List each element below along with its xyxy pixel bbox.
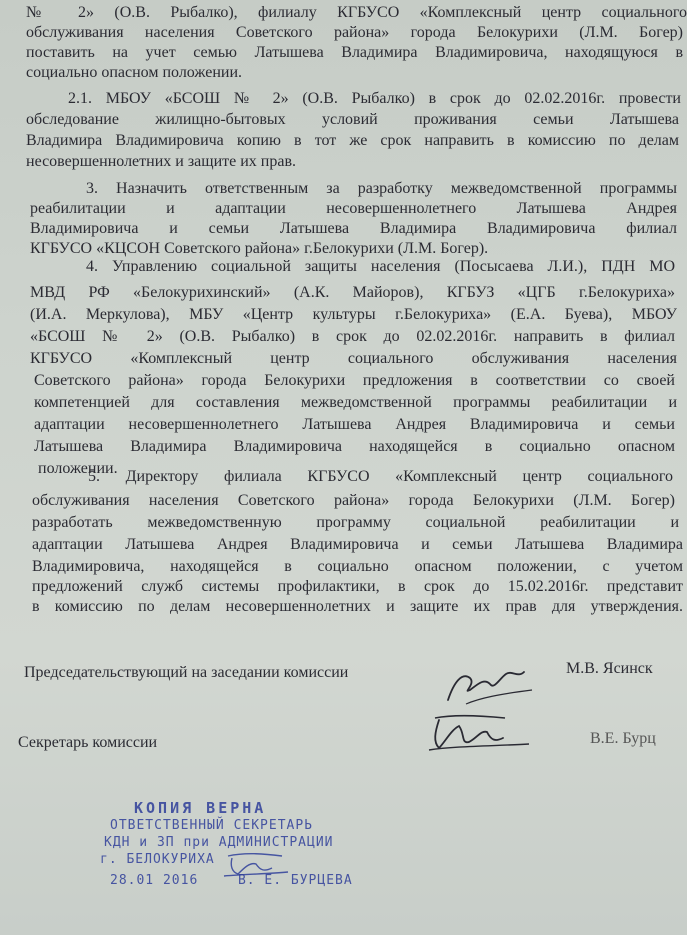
text-line: Владимировича и семьи Латышева Владимира Владимировича филиал <box>30 220 677 237</box>
text-line: поставить на учет семью Латышева Владимира Владимировича, находящуюся в <box>26 44 683 61</box>
stamp-signature-icon <box>222 850 292 880</box>
secretary-name: В.Е. Бурц <box>590 730 656 747</box>
text-line: социально опасном положении. <box>26 64 243 81</box>
text-line: «БСОШ № 2» (О.В. Рыбалко) в срок до 02.02.2016г. направить в филиал <box>30 328 675 345</box>
copy-stamp <box>100 799 353 889</box>
stamp-name: В. Е. БУРЦЕВА <box>237 873 353 888</box>
text-line: адаптации несовершеннолетнего Латышева Андрея Владимировича и семьи <box>34 416 675 433</box>
text-line: МВД РФ «Белокурихинский» (А.К. Майоров), КГБУЗ «ЦГБ г.Белокуриха» <box>30 284 675 301</box>
chair-name: М.В. Ясинск <box>566 660 653 677</box>
text-line: КГБУСО «Комплексный центр социального обслуживания населения <box>30 350 677 367</box>
text-line: разработать межведомственную программу социальной реабилитации и <box>32 514 679 531</box>
text-line: обслуживания населения Советского района» города Белокурихи (Л.М. Богер) <box>32 492 675 509</box>
text-line: Латышева Владимира Владимировича находящейся в социально опасном <box>34 438 675 455</box>
text-line: положении. <box>38 460 118 477</box>
stamp-line: КДН и ЗП при АДМИНИСТРАЦИИ <box>104 835 334 850</box>
text-line: 3. Назначить ответственным за разработку межведомственной программы <box>86 180 677 197</box>
text-line: предложений служб системы профилактики, в срок до 15.02.2016г. представит <box>32 578 683 595</box>
stamp-date: 28.01 2016 <box>110 873 199 888</box>
text-line: № 2» (О.В. Рыбалко), филиалу КГБУСО «Комплексный центр социального <box>26 4 687 21</box>
text-line: (И.А. Меркулова), МБУ «Центр культуры г.Белокуриха» (Е.А. Буева), МБОУ <box>30 306 677 323</box>
chair-title: Председательствующий на заседании комиссии <box>24 664 349 681</box>
text-line: КГБУСО «КЦСОН Советского района» г.Белокурихи (Л.М. Богер). <box>30 240 489 257</box>
stamp-line: ОТВЕТСТВЕННЫЙ СЕКРЕТАРЬ <box>110 818 314 833</box>
text-line: обслуживания населения Советского района» города Белокурихи (Л.М. Богер) <box>26 24 683 41</box>
text-line: в комиссию по делам несовершеннолетних и защите их прав для утверждения. <box>32 598 683 615</box>
stamp-footer <box>100 872 353 889</box>
text-line: реабилитации и адаптации несовершеннолетнего Латышева Андрея <box>30 200 677 217</box>
text-line: Владимировича, находящейся в социально опасном положении, с учетом <box>32 558 683 575</box>
text-line: Советского района» города Белокурихи предложения в соответствии со своей <box>34 372 675 389</box>
secretary-signature-icon <box>425 712 535 756</box>
text-line: обследование жилищно-бытовых условий проживания семьи Латышева <box>26 111 679 128</box>
secretary-title: Секретарь комиссии <box>18 734 158 751</box>
text-line: 4. Управлению социальной защиты населения (Посысаева Л.И.), ПДН МО <box>86 258 675 275</box>
stamp-line: г. БЕЛОКУРИХА <box>100 852 215 867</box>
text-line: 2.1. МБОУ «БСОШ № 2» (О.В. Рыбалко) в срок до 02.02.2016г. провести <box>68 90 681 107</box>
text-line: 5. Директору филиала КГБУСО «Комплексный центр социального <box>88 468 673 485</box>
chair-signature-icon <box>440 660 540 710</box>
text-line: Владимира Владимировича копию в тот же срок направить в комиссию по делам <box>26 132 679 149</box>
text-line: адаптации Латышева Андрея Владимировича и семьи Латышева Владимира <box>32 536 683 553</box>
text-line: компетенцией для составления межведомственной программы реабилитации и <box>34 394 677 411</box>
stamp-title: КОПИЯ ВЕРНА <box>134 799 267 817</box>
text-line: несовершеннолетних и защите их прав. <box>26 153 297 170</box>
